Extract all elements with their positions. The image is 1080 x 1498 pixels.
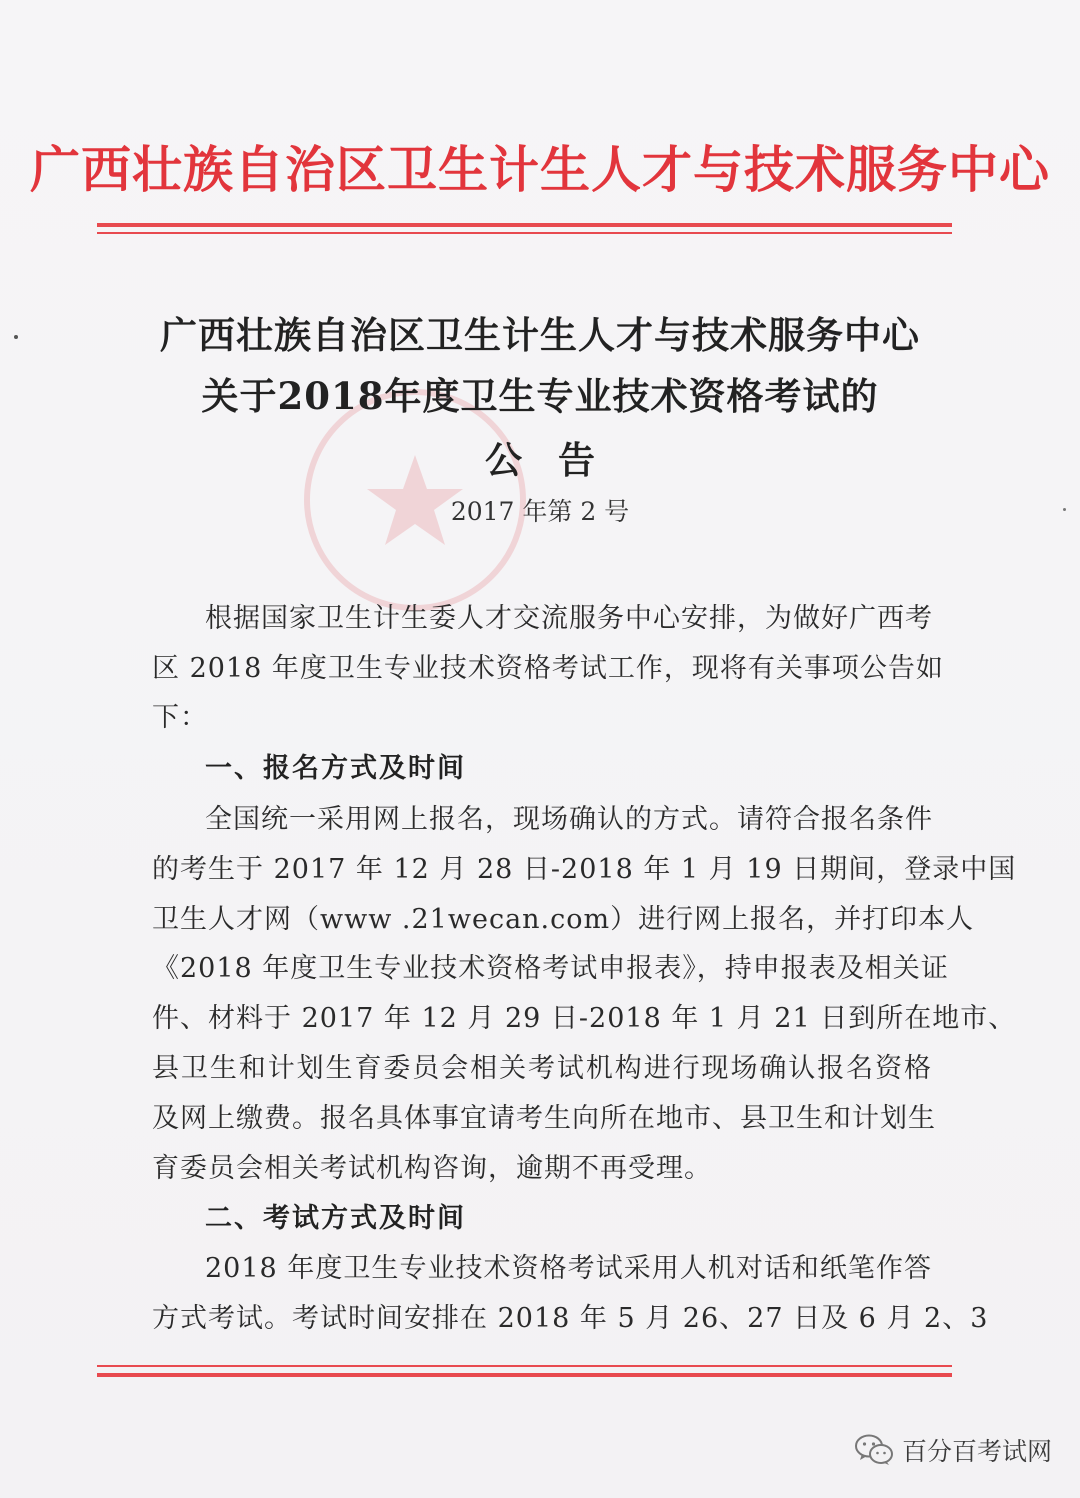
section-1-line-2: 的考生于 2017 年 12 月 28 日-2018 年 1 月 19 日期间，登录中国	[152, 854, 1017, 885]
section-1-line-4: 《2018 年度卫生专业技术资格考试申报表》，持申报表及相关证	[152, 953, 949, 984]
section-1-line-6: 县卫生和计划生育委员会相关考试机构进行现场确认报名资格	[152, 1053, 932, 1084]
intro-line-3: 下：	[152, 702, 208, 733]
footer-rule-thick	[97, 1373, 952, 1377]
section-1-heading: 一、报名方式及时间	[205, 753, 466, 784]
watermark-label: 百分百考试网	[901, 1437, 1052, 1466]
intro-line-1: 根据国家卫生计生委人才交流服务中心安排，为做好广西考	[205, 603, 933, 634]
section-2-heading: 二、考试方式及时间	[205, 1203, 466, 1234]
notice-title-line-3: 公告	[485, 438, 631, 482]
letterhead-rule-thin	[97, 232, 952, 234]
section-1-line-5: 件、材料于 2017 年 12 月 29 日-2018 年 1 月 21 日到所在地市、	[152, 1003, 1017, 1034]
notice-title-line-2: 关于2018年度卫生专业技术资格考试的	[201, 374, 879, 418]
wechat-icon	[854, 1433, 894, 1467]
section-1-line-7: 及网上缴费。报名具体事宜请考生向所在地市、县卫生和计划生	[152, 1103, 936, 1134]
letterhead-org-name: 广西壮族自治区卫生计生人才与技术服务中心	[30, 140, 1050, 199]
footer-rule-thin	[97, 1365, 952, 1367]
intro-line-2: 区 2018 年度卫生专业技术资格考试工作，现将有关事项公告如	[152, 653, 944, 684]
watermark	[854, 1428, 1052, 1472]
notice-title-line-1: 广西壮族自治区卫生计生人才与技术服务中心	[160, 313, 920, 357]
letterhead-rule-thick	[97, 223, 952, 227]
document-number: 2017 年第 2 号	[450, 497, 630, 526]
section-1-line-3: 卫生人才网（www .21wecan.com）进行网上报名，并打印本人	[152, 904, 975, 935]
section-2-line-1: 2018 年度卫生专业技术资格考试采用人机对话和纸笔作答	[205, 1253, 932, 1284]
section-1-line-8: 育委员会相关考试机构咨询，逾期不再受理。	[152, 1153, 712, 1184]
section-1-line-1: 全国统一采用网上报名，现场确认的方式。请符合报名条件	[205, 804, 933, 835]
section-2-line-2: 方式考试。考试时间安排在 2018 年 5 月 26、27 日及 6 月 2、3	[152, 1303, 989, 1334]
